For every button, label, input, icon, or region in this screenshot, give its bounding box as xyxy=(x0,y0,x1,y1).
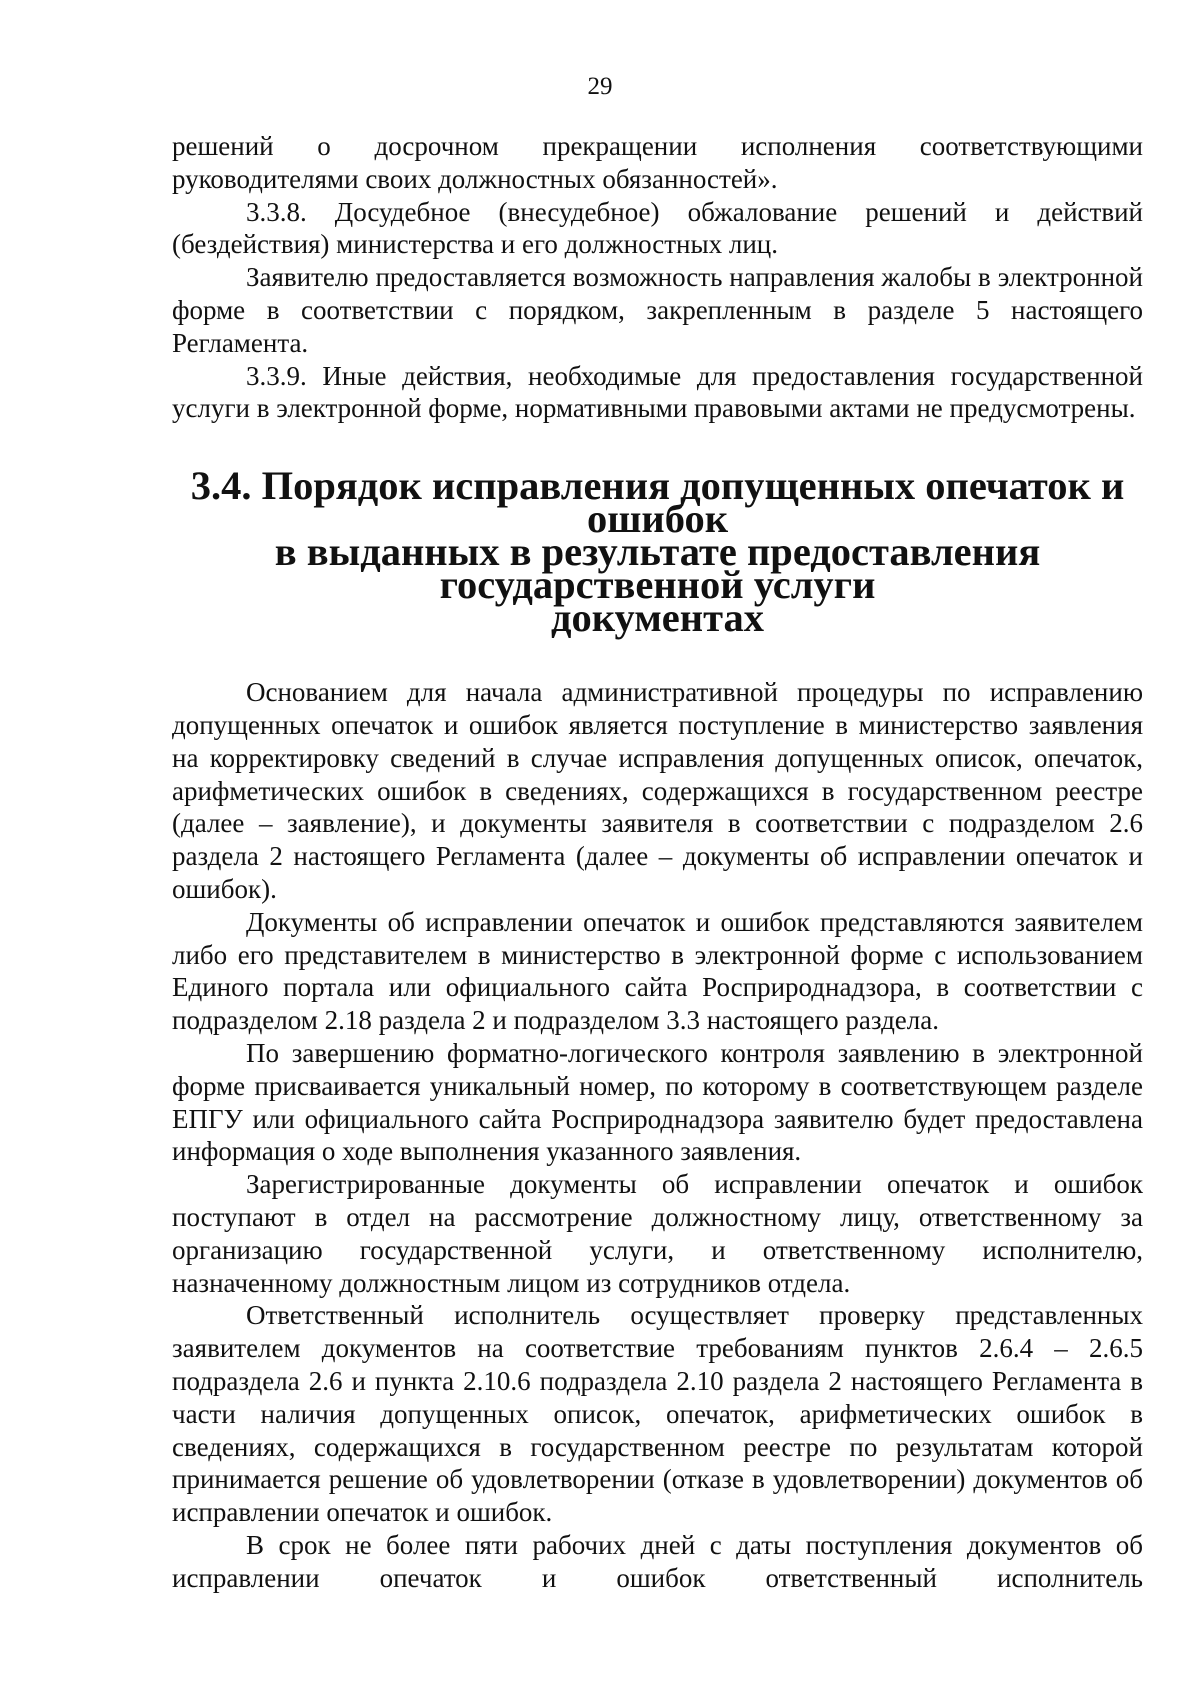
section-heading-line: 3.4. Порядок исправления допущенных опечаток и ошибок xyxy=(190,463,1125,542)
paragraph-deadline: В срок не более пяти рабочих дней с даты поступления документов об исправлении опечаток и ошибок ответственный исполнитель xyxy=(172,1529,1143,1593)
paragraph-submission: Документы об исправлении опечаток и ошибок представляются заявителем либо его представителем в министерство в электронной форме с использованием Единого портала или официального сайта Росприроднадзора, в соответствии с подразделом 2.18 раздела 2 и подразделом 3.3 настоящего раздела. xyxy=(172,906,1143,1036)
document-body xyxy=(172,130,1143,1594)
page-number: 29 xyxy=(587,73,613,100)
paragraph-3-3-8: 3.3.8. Досудебное (внесудебное) обжалование решений и действий (бездействия) министерства и его должностных лиц. xyxy=(172,196,1143,260)
section-heading-line: в выданных в результате предоставления государственной услуги xyxy=(274,529,1041,608)
paragraph-3-3-9: 3.3.9. Иные действия, необходимые для предоставления государственной услуги в электронной форме, нормативными правовыми актами не предусмотрены. xyxy=(172,360,1143,424)
section-heading xyxy=(172,463,1143,641)
paragraph-registration-number: По завершению форматно-логического контроля заявлению в электронной форме присваивается уникальный номер, по которому в соответствующем разделе ЕПГУ или официального сайта Росприроднадзора заявителю будет предоставлена информация о ходе выполнения указанного заявления. xyxy=(172,1037,1143,1167)
paragraph-continuation: решений о досрочном прекращении исполнения соответствующими руководителями своих должностных обязанностей». xyxy=(172,131,1143,194)
paragraph-complaint: Заявителю предоставляется возможность направления жалобы в электронной форме в соответствии с порядком, закрепленным в разделе 5 настоящего Регламента. xyxy=(172,262,1143,358)
paragraph-verification: Ответственный исполнитель осуществляет проверку представленных заявителем документов на соответствие требованиям пунктов 2.6.4 – 2.6.5 подраздела 2.6 и пункта 2.10.6 подраздела 2.10 раздела 2 настоящего Регламента в части наличия допущенных описок, опечаток, арифметических ошибок в сведениях, содержащихся в государственном реестре по результатам которой принимается решение об удовлетворении (отказе в удовлетворении) документов об исправлении опечаток и ошибок. xyxy=(172,1300,1143,1528)
section-heading-line: документах xyxy=(550,595,764,641)
paragraph-department: Зарегистрированные документы об исправлении опечаток и ошибок поступают в отдел на рассмотрение должностному лицу, ответственному за организацию государственной услуги, и ответственному исполнителю, назначенному должностным лицом из сотрудников отдела. xyxy=(172,1169,1143,1298)
paragraph-grounds: Основанием для начала административной процедуры по исправлению допущенных опечаток и ошибок является поступление в министерство заявления на корректировку сведений в случае исправления допущенных описок, опечаток, арифметических ошибок в сведениях, содержащихся в государственном реестре (далее – заявление), и документы заявителя в соответствии с подразделом 2.6 раздела 2 настоящего Регламента (далее – документы об исправлении опечаток и ошибок). xyxy=(172,677,1143,904)
